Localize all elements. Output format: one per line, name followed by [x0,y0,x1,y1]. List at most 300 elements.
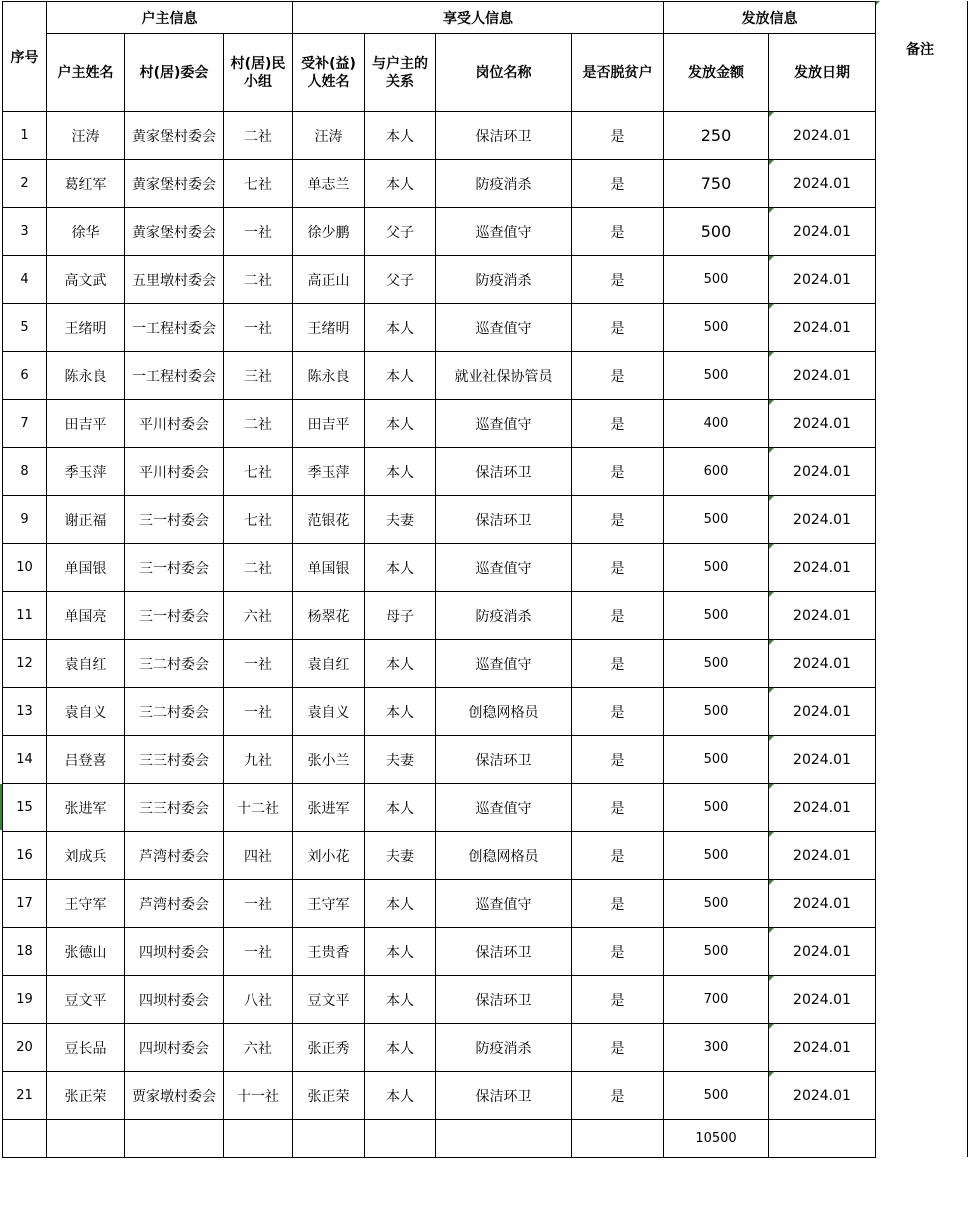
date-value: 2024.01 [793,607,851,624]
serial-cell[interactable]: 1 [3,112,47,160]
date-value: 2024.01 [793,223,851,240]
remark-column[interactable] [874,1,968,1157]
date-value: 2024.01 [793,511,851,528]
cell-comment-marker [769,1072,774,1077]
group-cell[interactable]: 十二社 [224,784,293,832]
group-cell[interactable]: 一社 [224,208,293,256]
table-row [3,880,876,928]
date-cell[interactable] [769,352,876,400]
poverty-cell[interactable]: 是 [572,496,664,544]
table-row [3,688,876,736]
post-cell[interactable]: 保洁环卫 [436,928,572,976]
beneficiary-name-cell[interactable]: 王绪明 [293,304,365,352]
amount-cell[interactable]: 500 [664,304,769,352]
post-cell[interactable]: 创稳网格员 [436,688,572,736]
committee-cell[interactable]: 四坝村委会 [125,928,224,976]
serial-cell[interactable]: 2 [3,160,47,208]
cell-comment-marker [769,112,774,117]
amount-cell[interactable]: 500 [664,496,769,544]
beneficiary-name-header[interactable]: 受补(益)人姓名 [293,34,365,112]
post-header[interactable]: 岗位名称 [436,34,572,112]
total-row [3,1120,876,1158]
poverty-cell[interactable]: 是 [572,976,664,1024]
poverty-cell[interactable]: 是 [572,448,664,496]
relation-cell[interactable]: 本人 [365,928,436,976]
household-name-header[interactable]: 户主姓名 [47,34,125,112]
date-value: 2024.01 [793,799,851,816]
relation-cell[interactable]: 本人 [365,1024,436,1072]
date-cell[interactable] [769,448,876,496]
amount-cell[interactable]: 500 [664,928,769,976]
table-row [3,736,876,784]
household-name-cell[interactable]: 单国亮 [47,592,125,640]
table-row [3,304,876,352]
beneficiary-name-cell[interactable]: 杨翠花 [293,592,365,640]
amount-cell[interactable]: 500 [664,832,769,880]
post-cell[interactable]: 巡查值守 [436,640,572,688]
table-row [3,256,876,304]
post-cell[interactable]: 防疫消杀 [436,256,572,304]
committee-cell[interactable]: 三一村委会 [125,496,224,544]
committee-header[interactable]: 村(居)委会 [125,34,224,112]
household-name-cell[interactable]: 王守军 [47,880,125,928]
serial-cell[interactable]: 6 [3,352,47,400]
committee-cell[interactable]: 三三村委会 [125,784,224,832]
cell-comment-marker [769,400,774,405]
household-name-cell[interactable]: 陈永良 [47,352,125,400]
date-cell[interactable] [769,1072,876,1120]
post-cell[interactable]: 保洁环卫 [436,496,572,544]
serial-cell[interactable]: 5 [3,304,47,352]
post-cell[interactable]: 保洁环卫 [436,1072,572,1120]
relation-cell[interactable]: 本人 [365,160,436,208]
serial-header[interactable]: 序号 [3,2,47,112]
committee-cell[interactable]: 三三村委会 [125,736,224,784]
beneficiary-name-cell[interactable]: 高正山 [293,256,365,304]
serial-cell[interactable]: 10 [3,544,47,592]
table-row [3,160,876,208]
date-cell[interactable] [769,736,876,784]
post-cell[interactable]: 防疫消杀 [436,592,572,640]
table-row [3,1024,876,1072]
amount-cell[interactable]: 600 [664,448,769,496]
household-name-cell[interactable]: 张进军 [47,784,125,832]
beneficiary-name-cell[interactable]: 张正秀 [293,1024,365,1072]
date-cell[interactable] [769,256,876,304]
amount-cell[interactable]: 500 [664,256,769,304]
beneficiary-name-cell[interactable]: 季玉萍 [293,448,365,496]
household-name-cell[interactable]: 吕登喜 [47,736,125,784]
date-cell[interactable] [769,640,876,688]
group-cell[interactable]: 四社 [224,832,293,880]
beneficiary-name-cell[interactable]: 王贵香 [293,928,365,976]
relation-cell[interactable]: 本人 [365,304,436,352]
cell-comment-marker [769,592,774,597]
table-row [3,1072,876,1120]
payment-group-header[interactable]: 发放信息 [664,2,876,34]
relation-cell[interactable]: 本人 [365,688,436,736]
group-cell[interactable]: 一社 [224,640,293,688]
serial-cell[interactable]: 13 [3,688,47,736]
date-value: 2024.01 [793,1087,851,1104]
amount-cell[interactable]: 500 [664,880,769,928]
serial-cell[interactable]: 4 [3,256,47,304]
post-cell[interactable]: 创稳网格员 [436,832,572,880]
group-cell[interactable]: 一社 [224,688,293,736]
date-value: 2024.01 [793,847,851,864]
date-value: 2024.01 [793,943,851,960]
household-name-cell[interactable]: 徐华 [47,208,125,256]
serial-cell[interactable]: 21 [3,1072,47,1120]
relation-cell[interactable]: 本人 [365,544,436,592]
table-row [3,976,876,1024]
group-cell[interactable]: 一社 [224,880,293,928]
date-cell[interactable] [769,928,876,976]
date-value: 2024.01 [793,559,851,576]
committee-cell[interactable]: 黄家堡村委会 [125,160,224,208]
date-cell[interactable] [769,208,876,256]
date-value: 2024.01 [793,991,851,1008]
poverty-cell[interactable]: 是 [572,256,664,304]
beneficiary-name-cell[interactable]: 王守军 [293,880,365,928]
committee-cell[interactable]: 三二村委会 [125,688,224,736]
relation-cell[interactable]: 本人 [365,1072,436,1120]
household-name-cell[interactable]: 汪涛 [47,112,125,160]
serial-cell[interactable]: 7 [3,400,47,448]
relation-cell[interactable]: 夫妻 [365,832,436,880]
date-cell[interactable] [769,688,876,736]
committee-cell[interactable]: 三一村委会 [125,544,224,592]
beneficiary-name-cell[interactable]: 单志兰 [293,160,365,208]
serial-cell[interactable]: 18 [3,928,47,976]
group-header[interactable]: 村(居)民小组 [224,34,293,112]
date-cell[interactable] [769,544,876,592]
cell-comment-marker [769,784,774,789]
beneficiary-name-cell[interactable]: 袁自红 [293,640,365,688]
table-row [3,592,876,640]
group-cell[interactable]: 六社 [224,1024,293,1072]
cell-comment-marker [769,976,774,981]
beneficiary-name-cell[interactable]: 袁自义 [293,688,365,736]
group-cell[interactable]: 三社 [224,352,293,400]
amount-cell[interactable]: 500 [664,352,769,400]
empty-cell[interactable] [47,1120,125,1158]
table-row [3,208,876,256]
date-value: 2024.01 [793,1039,851,1056]
relation-cell[interactable]: 夫妻 [365,496,436,544]
household-name-cell[interactable]: 刘成兵 [47,832,125,880]
committee-cell[interactable]: 四坝村委会 [125,976,224,1024]
group-cell[interactable]: 七社 [224,160,293,208]
amount-cell[interactable]: 700 [664,976,769,1024]
household-name-cell[interactable]: 袁自义 [47,688,125,736]
household-name-cell[interactable]: 豆长品 [47,1024,125,1072]
group-cell[interactable]: 二社 [224,544,293,592]
cell-comment-marker [769,256,774,261]
payment-table [2,1,876,1158]
amount-cell[interactable]: 500 [664,592,769,640]
household-name-cell[interactable]: 葛红军 [47,160,125,208]
household-name-cell[interactable]: 单国银 [47,544,125,592]
cell-comment-marker [769,1024,774,1029]
cell-comment-marker [769,928,774,933]
relation-cell[interactable]: 本人 [365,352,436,400]
cell-comment-marker [769,352,774,357]
cell-comment-marker [769,640,774,645]
amount-cell[interactable]: 250 [664,112,769,160]
post-cell[interactable]: 巡查值守 [436,784,572,832]
relation-cell[interactable]: 本人 [365,880,436,928]
poverty-cell[interactable]: 是 [572,1024,664,1072]
amount-cell[interactable]: 500 [664,208,769,256]
cell-comment-marker [769,688,774,693]
table-row [3,544,876,592]
committee-cell[interactable]: 黄家堡村委会 [125,112,224,160]
post-cell[interactable]: 就业社保协管员 [436,352,572,400]
cell-comment-marker [769,448,774,453]
post-cell[interactable]: 保洁环卫 [436,976,572,1024]
committee-cell[interactable]: 黄家堡村委会 [125,208,224,256]
table-row [3,352,876,400]
poverty-cell[interactable]: 是 [572,208,664,256]
date-cell[interactable] [769,400,876,448]
committee-cell[interactable]: 一工程村委会 [125,352,224,400]
committee-cell[interactable]: 三一村委会 [125,592,224,640]
date-cell[interactable] [769,496,876,544]
household-group-header[interactable]: 户主信息 [47,2,293,34]
date-value: 2024.01 [793,655,851,672]
poverty-cell[interactable]: 是 [572,928,664,976]
poverty-cell[interactable]: 是 [572,1072,664,1120]
beneficiary-name-cell[interactable]: 豆文平 [293,976,365,1024]
amount-cell[interactable]: 500 [664,688,769,736]
serial-cell[interactable]: 20 [3,1024,47,1072]
serial-cell[interactable]: 3 [3,208,47,256]
serial-cell[interactable]: 11 [3,592,47,640]
household-name-cell[interactable]: 袁自红 [47,640,125,688]
poverty-cell[interactable]: 是 [572,160,664,208]
beneficiary-group-header[interactable]: 享受人信息 [293,2,664,34]
relation-cell[interactable]: 本人 [365,784,436,832]
household-name-cell[interactable]: 张德山 [47,928,125,976]
date-value: 2024.01 [793,271,851,288]
committee-cell[interactable]: 三二村委会 [125,640,224,688]
date-value: 2024.01 [793,703,851,720]
cell-comment-marker [769,736,774,741]
relation-cell[interactable]: 本人 [365,112,436,160]
cell-comment-marker [769,880,774,885]
date-value: 2024.01 [793,175,851,192]
household-name-cell[interactable]: 季玉萍 [47,448,125,496]
beneficiary-name-cell[interactable]: 陈永良 [293,352,365,400]
beneficiary-name-cell[interactable]: 张小兰 [293,736,365,784]
date-value: 2024.01 [793,415,851,432]
date-value: 2024.01 [793,367,851,384]
group-cell[interactable]: 七社 [224,496,293,544]
relation-cell[interactable]: 父子 [365,256,436,304]
poverty-cell[interactable]: 是 [572,304,664,352]
relation-cell[interactable]: 本人 [365,640,436,688]
relation-cell[interactable]: 母子 [365,592,436,640]
amount-cell[interactable]: 750 [664,160,769,208]
poverty-cell[interactable]: 是 [572,736,664,784]
table-row [3,112,876,160]
post-cell[interactable]: 巡查值守 [436,544,572,592]
serial-cell[interactable]: 12 [3,640,47,688]
post-cell[interactable]: 巡查值守 [436,880,572,928]
household-name-cell[interactable]: 豆文平 [47,976,125,1024]
amount-cell[interactable]: 500 [664,736,769,784]
date-value: 2024.01 [793,895,851,912]
beneficiary-name-cell[interactable]: 徐少鹏 [293,208,365,256]
relation-cell[interactable]: 夫妻 [365,736,436,784]
beneficiary-name-cell[interactable]: 刘小花 [293,832,365,880]
household-name-cell[interactable]: 高文武 [47,256,125,304]
date-cell[interactable] [769,1024,876,1072]
committee-cell[interactable]: 平川村委会 [125,448,224,496]
poverty-cell[interactable]: 是 [572,832,664,880]
serial-cell[interactable]: 14 [3,736,47,784]
household-name-cell[interactable]: 田吉平 [47,400,125,448]
serial-cell[interactable]: 17 [3,880,47,928]
group-cell[interactable]: 十一社 [224,1072,293,1120]
empty-cell[interactable] [365,1120,436,1158]
poverty-cell[interactable]: 是 [572,592,664,640]
household-name-cell[interactable]: 张正荣 [47,1072,125,1120]
cell-comment-marker [769,208,774,213]
group-cell[interactable]: 二社 [224,112,293,160]
group-cell[interactable]: 二社 [224,400,293,448]
group-cell[interactable]: 一社 [224,304,293,352]
date-cell[interactable] [769,304,876,352]
relation-cell[interactable]: 本人 [365,976,436,1024]
committee-cell[interactable]: 平川村委会 [125,400,224,448]
amount-cell[interactable]: 500 [664,1072,769,1120]
date-cell[interactable] [769,592,876,640]
date-cell[interactable] [769,880,876,928]
beneficiary-name-cell[interactable]: 汪涛 [293,112,365,160]
date-value: 2024.01 [793,319,851,336]
post-cell[interactable]: 巡查值守 [436,400,572,448]
empty-cell[interactable] [125,1120,224,1158]
group-cell[interactable]: 八社 [224,976,293,1024]
post-cell[interactable]: 保洁环卫 [436,448,572,496]
relation-cell[interactable]: 本人 [365,448,436,496]
group-cell[interactable]: 二社 [224,256,293,304]
cell-comment-marker [769,832,774,837]
empty-cell[interactable] [293,1120,365,1158]
post-cell[interactable]: 保洁环卫 [436,736,572,784]
empty-cell[interactable] [572,1120,664,1158]
poverty-cell[interactable]: 是 [572,352,664,400]
empty-cell[interactable] [436,1120,572,1158]
amount-cell[interactable]: 400 [664,400,769,448]
date-value: 2024.01 [793,463,851,480]
date-cell[interactable] [769,112,876,160]
amount-cell[interactable]: 300 [664,1024,769,1072]
table-row [3,448,876,496]
poverty-cell[interactable]: 是 [572,880,664,928]
group-cell[interactable]: 九社 [224,736,293,784]
relation-cell[interactable]: 本人 [365,400,436,448]
poverty-cell[interactable]: 是 [572,784,664,832]
empty-cell[interactable] [224,1120,293,1158]
amount-header[interactable]: 发放金额 [664,34,769,112]
committee-cell[interactable]: 五里墩村委会 [125,256,224,304]
post-cell[interactable]: 保洁环卫 [436,112,572,160]
poverty-cell[interactable]: 是 [572,544,664,592]
amount-cell[interactable]: 500 [664,544,769,592]
relation-cell[interactable]: 父子 [365,208,436,256]
cell-comment-marker [769,304,774,309]
serial-cell[interactable]: 19 [3,976,47,1024]
table-row [3,832,876,880]
relation-header[interactable]: 与户主的关系 [365,34,436,112]
empty-cell[interactable] [3,1120,47,1158]
table-row [3,784,876,832]
beneficiary-name-cell[interactable]: 范银花 [293,496,365,544]
group-cell[interactable]: 六社 [224,592,293,640]
poverty-cell[interactable]: 是 [572,112,664,160]
beneficiary-name-cell[interactable]: 张进军 [293,784,365,832]
post-cell[interactable]: 防疫消杀 [436,160,572,208]
committee-cell[interactable]: 贾家墩村委会 [125,1072,224,1120]
cell-comment-marker [769,544,774,549]
committee-cell[interactable]: 四坝村委会 [125,1024,224,1072]
committee-cell[interactable]: 一工程村委会 [125,304,224,352]
date-cell[interactable] [769,976,876,1024]
amount-cell[interactable]: 500 [664,640,769,688]
household-name-cell[interactable]: 王绪明 [47,304,125,352]
beneficiary-name-cell[interactable]: 张正荣 [293,1072,365,1120]
post-cell[interactable]: 防疫消杀 [436,1024,572,1072]
date-cell[interactable] [769,832,876,880]
post-cell[interactable]: 巡查值守 [436,304,572,352]
total-amount-cell[interactable]: 10500 [664,1120,769,1158]
cell-comment-marker [769,496,774,501]
amount-cell[interactable]: 500 [664,784,769,832]
serial-cell[interactable]: 8 [3,448,47,496]
remark-header: 备注 [906,42,934,58]
beneficiary-name-cell[interactable]: 单国银 [293,544,365,592]
group-cell[interactable]: 一社 [224,928,293,976]
group-cell[interactable]: 七社 [224,448,293,496]
poverty-cell[interactable]: 是 [572,640,664,688]
table-row [3,928,876,976]
date-value: 2024.01 [793,127,851,144]
date-header[interactable]: 发放日期 [769,34,876,112]
table-row [3,640,876,688]
household-name-cell[interactable]: 谢正福 [47,496,125,544]
poverty-cell[interactable]: 是 [572,400,664,448]
post-cell[interactable]: 巡查值守 [436,208,572,256]
serial-cell[interactable]: 15 [3,784,47,832]
date-value: 2024.01 [793,751,851,768]
poverty-header[interactable]: 是否脱贫户 [572,34,664,112]
serial-cell[interactable]: 16 [3,832,47,880]
date-cell[interactable] [769,160,876,208]
empty-cell[interactable] [769,1120,876,1158]
poverty-cell[interactable]: 是 [572,688,664,736]
table-row [3,400,876,448]
committee-cell[interactable]: 芦湾村委会 [125,832,224,880]
table-row [3,496,876,544]
date-cell[interactable] [769,784,876,832]
cell-comment-marker [769,160,774,165]
serial-cell[interactable]: 9 [3,496,47,544]
beneficiary-name-cell[interactable]: 田吉平 [293,400,365,448]
committee-cell[interactable]: 芦湾村委会 [125,880,224,928]
